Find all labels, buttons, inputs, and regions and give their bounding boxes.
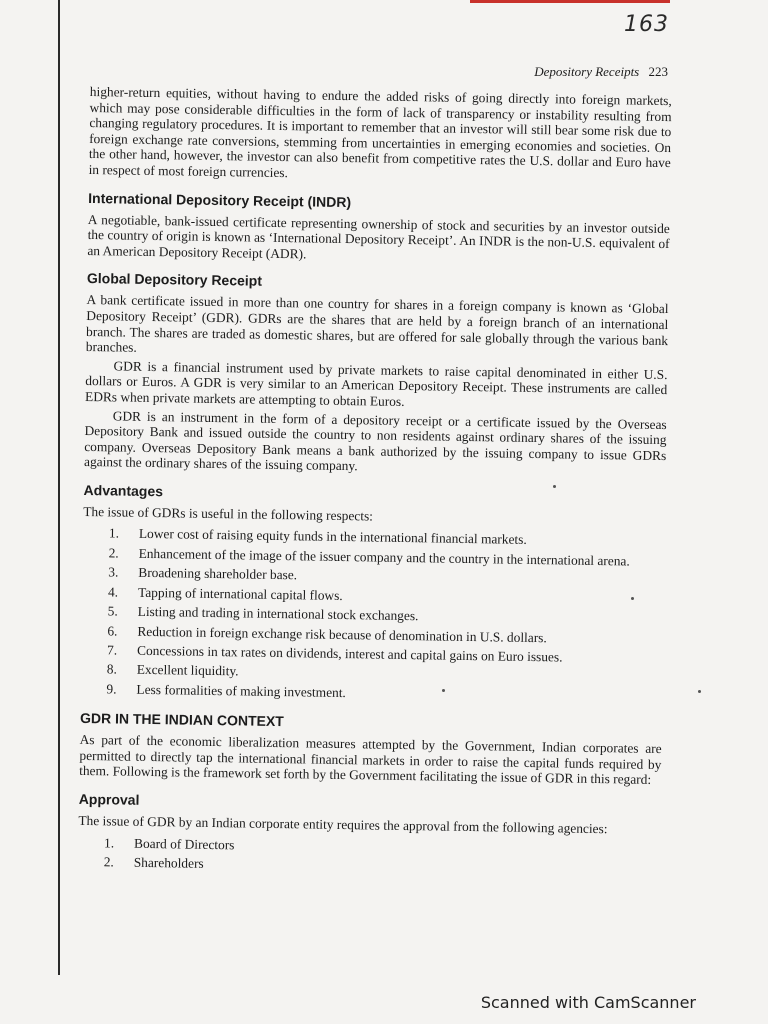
advantages-heading: Advantages xyxy=(83,481,164,500)
scan-speck xyxy=(442,689,445,692)
gdr-heading: Global Depository Receipt xyxy=(86,270,263,290)
indian-context-paragraph: As part of the economic liberalization measures attempted by the Government, Indian corporates are permitted to directly tap the international financial markets in order to raise the capital funds required by them. Following is the framework set forth by the Government facilitating the issue of GDR in this regard: xyxy=(79,732,662,788)
gdr-paragraph-1: A bank certificate issued in more than one country for shares in a foreign company is known as ‘Global Depository Receipt’ (GDR). GDRs are the shares that are held by a foreign branch of an international branch. The shares are traded as domestic shares, but are offered for sale globally through the various bank branches. xyxy=(85,292,669,355)
gdr-paragraph-3: GDR is an instrument in the form of a depository receipt or a certificate issued by the Overseas Depository Bank and issued outside the country to non residents against ordinary shares of the issuing company. Overseas Depository Bank means a bank authorized by the issuing company to issue GDRs against the ordinary shares of the issuing company. xyxy=(83,407,667,474)
indr-paragraph: A negotiable, bank-issued certificate representing ownership of stock and securities by an investor outside the country of origin is known as ‘International Depository Receipt’. An INDR is the non-U.S. equivalent of an American Depository Receipt (ADR). xyxy=(87,211,670,262)
indian-context-heading: GDR IN THE INDIAN CONTEXT xyxy=(79,710,284,730)
list-item: 2. Shareholders xyxy=(103,854,204,871)
advantages-list xyxy=(80,523,665,707)
handwritten-page-mark: 163 xyxy=(624,12,669,37)
indr-heading: International Depository Receipt (INDR) xyxy=(88,189,352,210)
scan-speck xyxy=(698,690,701,693)
list-item: 9. Less formalities of making investment. xyxy=(106,681,346,700)
page-number: 223 xyxy=(648,64,668,79)
list-item: 6. Reduction in foreign exchange risk because of denomination in U.S. dollars. xyxy=(107,622,547,645)
advantages-intro: The issue of GDRs is useful in the following respects: xyxy=(83,503,374,524)
scan-speck xyxy=(553,485,556,488)
page-body xyxy=(78,84,672,880)
approval-list xyxy=(78,832,661,880)
approval-heading: Approval xyxy=(78,790,140,808)
list-item: 4. Tapping of international capital flows. xyxy=(107,584,343,603)
list-item: 8. Excellent liquidity. xyxy=(106,661,239,679)
intro-paragraph: higher-return equities, without having to endure the added risks of going directly into foreign markets, which may pose considerable difficulties in the form of lack of transparency or instability resulting from changing regulatory procedures. It is important to remember that an investor will still bear some risk due to foreign exchange rate conversions, stemming from uncertainties in emerging economies and societies. On the other hand, however, the investor can also benefit from competitive rates the U.S. dollar and Euro have in respect of most foreign currencies. xyxy=(88,84,672,181)
running-head xyxy=(534,64,668,80)
gdr-paragraph-2: GDR is a financial instrument used by private markets to raise capital denominated in either U.S. dollars or Euros. A GDR is very similar to an American Depository Receipt. These instruments are called EDRs when private markets are attempting to obtain Euros. xyxy=(84,358,668,409)
running-head-title: Depository Receipts xyxy=(534,64,640,79)
list-item: 3. Broadening shareholder base. xyxy=(108,564,298,583)
list-item: 5. Listing and trading in international stock exchanges. xyxy=(107,603,419,624)
scan-speck xyxy=(631,597,634,600)
scan-page-edge xyxy=(58,0,60,975)
list-item: 1. Board of Directors xyxy=(103,834,235,852)
approval-intro: The issue of GDR by an Indian corporate entity requires the approval from the following agencies: xyxy=(78,812,608,837)
list-item: 2. Enhancement of the image of the issuer company and the country in the international arena. xyxy=(108,545,630,569)
list-item: 1. Lower cost of raising equity funds in the international financial markets. xyxy=(108,525,527,548)
red-scan-mark xyxy=(470,0,670,3)
camscanner-watermark: Scanned with CamScanner xyxy=(480,993,696,1012)
list-item: 7. Concessions in tax rates on dividends, interest and capital gains on Euro issues. xyxy=(106,642,563,665)
